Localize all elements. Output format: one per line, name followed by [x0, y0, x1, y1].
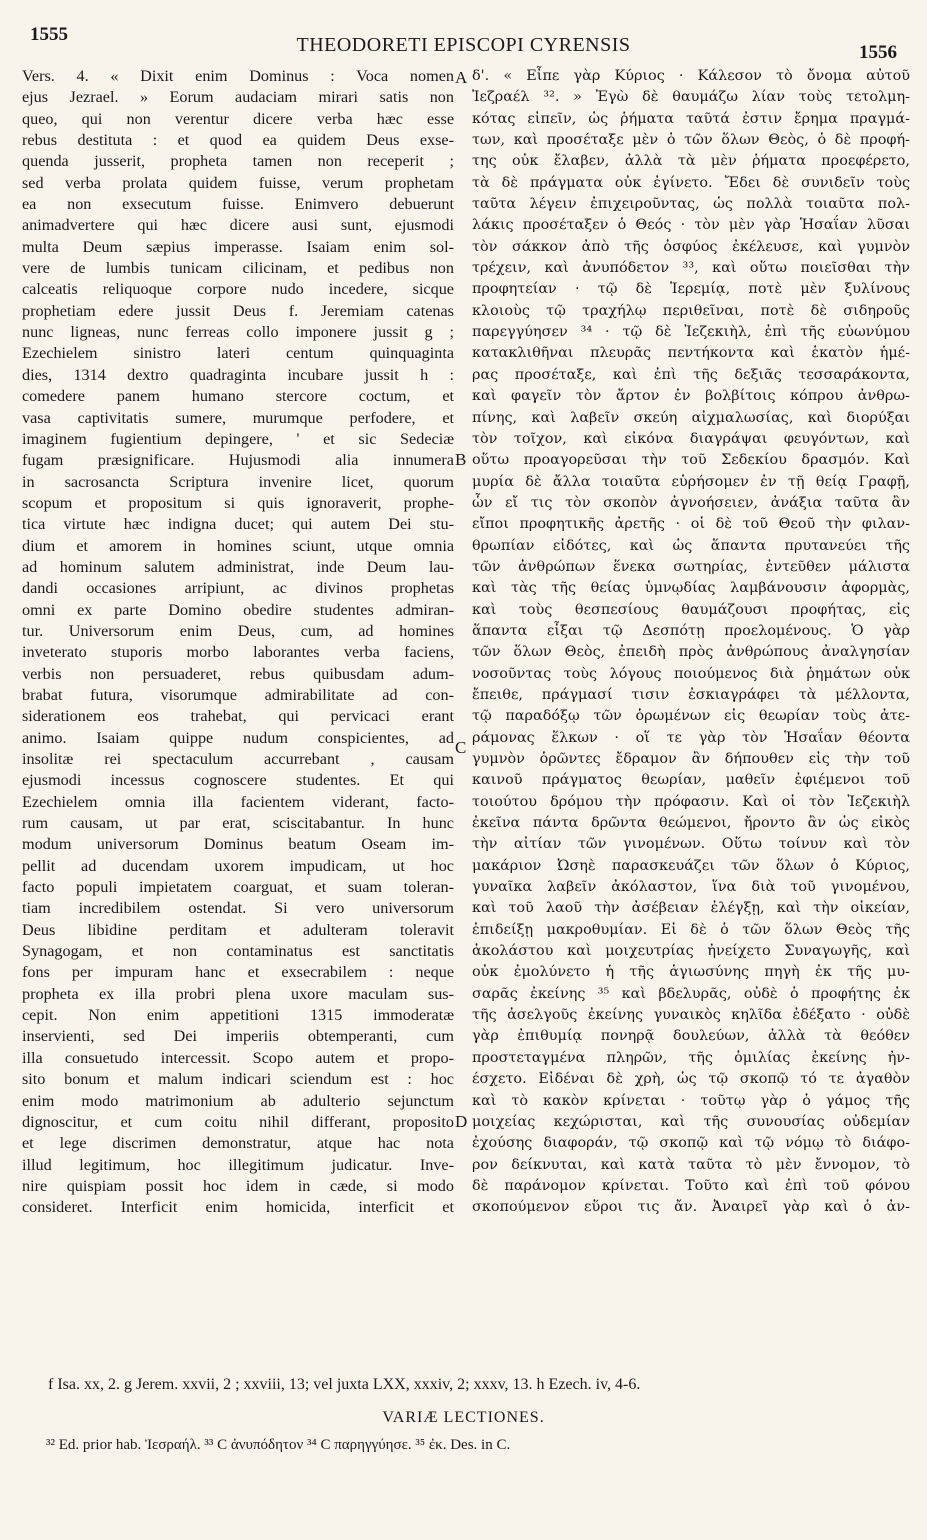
page-number-left: 1555	[30, 24, 68, 45]
latin-text-line: imaginem fugientium depingere, ' et sic Sedeciæ	[22, 429, 454, 448]
greek-text-line: ὧν εἴ τις τὸν σκοπὸν ἀγνοήσειεν, ἀνάξια ταῦτα ἂν	[472, 494, 910, 511]
greek-text-line: σκοπούμενον εὕροι τις ἄν. Ἀναιρεῖ γὰρ καὶ ὁ ἀν-	[472, 1199, 910, 1216]
greek-text-line: γυναῖκα λαβεῖν ἀκόλαστον, ἵνα διὰ τοῦ γινομένου,	[472, 879, 910, 896]
latin-text-line: nire quispiam possit hoc idem in cæde, si modo	[22, 1176, 454, 1195]
latin-text-line: fons per impuram hanc et exsecrabilem : neque	[22, 963, 454, 982]
latin-text-line: nunc ligneas, nunc ferreas collo imponere jussit g ;	[22, 323, 454, 342]
greek-text-line: ἔπειθε, πράγμασί τισιν ἐσκιαγράφει τὰ μέλλοντα,	[472, 686, 910, 703]
latin-text-line: dandi occasiones arripiunt, ac divinos prophetas	[22, 579, 454, 598]
latin-text-line: propheta ex illa probri plena uxore maculam sus-	[22, 984, 454, 1003]
greek-text-line: θρωπίαν εἰδότες, καὶ ὡς ἅπαντα πρυτανεύει τῆς	[472, 537, 910, 554]
latin-text-line: facto populi impietatem coarguat, et suam toleran-	[22, 878, 454, 897]
latin-text-line: animo. Isaiam quippe nudum conspicientes, ad	[22, 728, 454, 747]
latin-text-line: Deus libidine perditam et adulteram toleravit	[22, 920, 454, 939]
margin-marker-c: C	[455, 738, 467, 757]
latin-text-line: illa consuetudo intercessit. Scopo autem et propo-	[22, 1048, 454, 1067]
greek-text-line: μυρία δὲ ἄλλα τοιαῦτα εὑρήσομεν ἐν τῇ θείᾳ Γραφῇ,	[472, 473, 910, 490]
latin-text-line: Ezechielem sinistro lateri centum quinquaginta	[22, 344, 454, 363]
greek-text-line: καὶ τὸ κακὸν κρίνεται · τοῦτῳ γὰρ ὁ γάμος τῆς	[472, 1092, 910, 1109]
greek-text-line: ἐκεῖνα πάντα δρῶντα θεώμενοι, ἤροντο ἂν ὡς εἰκὸς	[472, 815, 910, 832]
greek-text-line: κατακλιθῆναι πλευρᾶς πεντήκοντα καὶ ἑκατὸν ἡμέ-	[472, 345, 910, 362]
latin-text-line: ejus Jezrael. » Eorum audaciam mirari satis non	[22, 88, 454, 107]
latin-text-line: ejusmodi incessus cognoscere studentes. Et qui	[22, 771, 454, 790]
greek-text-line: τὸν τοῖχον, καὶ εἰκόνα διαγράψαι φευγόντων, καὶ	[472, 430, 910, 447]
margin-marker-b: B	[455, 450, 467, 469]
latin-text-line: tica virtute hæc indigna ducet; qui autem Dei stu-	[22, 515, 454, 534]
latin-text-line: modum universorum Dominus beatum Oseam im-	[22, 835, 454, 854]
greek-text-line: καινοῦ πράγματος θεωρίαν, μαθεῖν ἐφιέμενοι τοῦ	[472, 772, 910, 789]
running-title: THEODORETI EPISCOPI CYRENSIS	[296, 34, 631, 56]
latin-text-line: prophetiam edere jussit Deus f. Jeremiam catenas	[22, 301, 454, 320]
greek-text-line: προστεταγμένα πληρῶν, τῆς ὁμιλίας ἐκείνης ἠν-	[472, 1049, 910, 1066]
greek-text-line: κλοιοὺς τῷ τραχήλῳ περιθεῖναι, ποτὲ δὲ σιδηροῦς	[472, 302, 910, 319]
latin-text-line: scopum et propositum si quis ignoraverit, prophe-	[22, 493, 454, 512]
greek-text-line: ἀκολάστου καὶ μοιχευτρίας ἠνείχετο Συναγωγῆς, καὶ	[472, 943, 910, 960]
latin-text-line: Ezechielem omnia illa facientem viderant, facto-	[22, 792, 454, 811]
greek-text-line: τρέχειν, καὶ ἀνυπόδετον ³³, καὶ οὕτω ποιεῖσθαι τὴν	[472, 260, 910, 277]
greek-text-line: καὶ τὰς τῆς θείας ὑμνῳδίας λαμβάνουσιν ἀφορμὰς,	[472, 580, 910, 597]
latin-text-line: fugam præsignificare. Hujusmodi alia innumera	[22, 451, 454, 470]
greek-text-line: παρεγγύησεν ³⁴ · τῷ δὲ Ἰεζεκιὴλ, ἐπὶ τῆς εὐωνύμου	[472, 324, 910, 341]
greek-text-line: ἐπιδείξῃ μακροθυμίαν. Εἰ δὲ ὁ τῶν ὅλων Θεὸς τῆς	[472, 921, 910, 938]
greek-text-line: δ'. « Εἶπε γὰρ Κύριος · Κάλεσον τὸ ὄνομα αὐτοῦ	[472, 68, 910, 84]
greek-text-line: καὶ τοὺς θεσπεσίους θαυμάζουσι προφήτας, εἰς	[472, 601, 910, 618]
greek-text-line: πίνης, καὶ λαβεῖν σκεύη αἰχμαλωσίας, καὶ διορύξαι	[472, 409, 910, 426]
latin-text-line: insolitæ rei spectaculum accurrebant , causam	[22, 750, 454, 768]
variae-lectiones-title: VARIÆ LECTIONES.	[382, 1409, 545, 1426]
footnotes: f Isa. xx, 2. g Jerem. xxvii, 2 ; xxviii, 13; vel juxta LXX, xxxiv, 2; xxxv, 13. h Ezech. iv, 4-6.	[48, 1376, 641, 1393]
greek-text-line: ρας προσέταξε, καὶ ἐπὶ τῆς δεξιᾶς τεσσαράκοντα,	[472, 366, 910, 383]
latin-column	[22, 66, 454, 1219]
greek-text-line: τὸν σάκκον ἀπὸ τῆς ὀσφύος ἐκέλευσε, καὶ γυμνὸν	[472, 238, 910, 255]
latin-text-line: tur. Universorum enim Deus, cum, ad homines	[22, 621, 454, 640]
margin-marker-a: A	[455, 68, 468, 87]
latin-text-line: illud legitimum, hoc illegitimum judicatur. Inve-	[22, 1155, 454, 1174]
latin-text-line: vere de lumbis tunicam cilicinam, et pedibus non	[22, 259, 454, 278]
greek-text-line: τῷ παραδόξῳ τῶν ὁρωμένων εἰς θεωρίαν τοὺς ἀτε-	[472, 708, 910, 725]
latin-text-line: dignoscitur, et cum coitu nihil differant, proposito	[22, 1112, 454, 1131]
greek-text-line: Ἰεζραέλ ³². » Ἐγὼ δὲ θαυμάζω λίαν τοὺς τετολμη-	[472, 89, 910, 106]
greek-column	[472, 66, 910, 1219]
greek-text-line: μοιχείας κεχώρισται, καὶ τῆς συνουσίας οὐδεμίαν	[472, 1113, 910, 1130]
greek-text-line: νοσοῦντας τοὺς λόγους ποιούμενος διὰ ῥημάτων οὐκ	[472, 665, 910, 682]
greek-text-line: ἐχούσης διαφοράν, τῷ σκοπῷ καὶ τῷ νόμῳ τὸ διάφο-	[472, 1135, 910, 1152]
greek-text-line: τὰ δὲ πράγματα οὐκ ἐγίνετο. Ἔδει δὲ συνιδεῖν τοὺς	[472, 174, 910, 191]
greek-text-line: των, καὶ προσέταξε μὲν ὁ τῶν ὅλων Θεὸς, ὁ δὲ προφή-	[472, 132, 910, 149]
latin-text-line: brabat futura, visorumque admirabilitate ad con-	[22, 685, 454, 704]
greek-text-line: τὴν αἰτίαν τῶν γινομένων. Οὕτω τοίνυν καὶ τὸν	[472, 836, 910, 853]
greek-text-line: τῶν ὅλων Θεὸς, ἐπειδὴ πρὸς ἀνθρώπους ἀναλγησίαν	[472, 644, 910, 661]
latin-text-line: rum causam, ut par erat, sciscitabantur. In hunc	[22, 814, 454, 833]
greek-text-line: ράμονας ἕλκων · οἵ τε γὰρ τὸν Ἡσαΐαν θέοντα	[472, 729, 910, 746]
greek-text-line: γὰρ ἐπιθυμίᾳ πονηρᾷ δουλεύων, ἀλλὰ τὰ θεόθεν	[472, 1028, 910, 1045]
margin-marker-d: D	[455, 1112, 468, 1131]
greek-text-line: λάκις προσέταξεν ὁ Θεός · τὸν μὲν γὰρ Ἡσαΐαν λῦσαι	[472, 217, 910, 234]
greek-text-line: προφητείαν · τῷ δὲ Ἱερεμίᾳ, ποτὲ μὲν ξυλίνους	[472, 281, 910, 298]
latin-text-line: comedere panem humano stercore coctum, et	[22, 387, 454, 406]
latin-text-line: dies, 1314 dextro quadraginta incubare jussit h :	[22, 365, 454, 384]
latin-text-line: consideret. Interficit enim homicida, interficit et	[22, 1198, 454, 1217]
page-header	[30, 22, 897, 62]
latin-text-line: et lege discrimen demonstratur, atque hac nota	[22, 1134, 454, 1153]
greek-text-line: κότας εἰπεῖν, ὡς ῥήματα ταῦτά ἐστιν ἔρημα πραγμά-	[472, 110, 910, 127]
latin-text-line: queo, qui non verentur dicere verba hæc esse	[22, 109, 454, 128]
latin-text-line: animadvertere qui hæc dicere ausi sunt, ejusmodi	[22, 216, 454, 235]
greek-text-line: δὲ παράνομον κρίνεται. Τοῦτο καὶ ἐπὶ τοῦ φόνου	[472, 1177, 910, 1194]
greek-text-line: ταῦτα λέγειν ἐπιχειροῦντας, ὡς πολλὰ τοιαῦτα πολ-	[472, 196, 910, 213]
latin-text-line: siderationem eos trahebat, qui pervicaci erant	[22, 707, 454, 726]
latin-text-line: omni ex parte Domino obedire studentes admiran-	[22, 600, 454, 619]
greek-text-line: γυμνὸν ὁρῶντες ἔδραμον ἂν δήπουθεν εἰς τὴν τοῦ	[472, 751, 910, 767]
greek-text-line: ρον δείκνυται, καὶ κατὰ ταῦτα τὸ μὲν ἔννομον, τὸ	[472, 1156, 910, 1173]
latin-text-line: enim modo matrimonium ab adulterio sejunctum	[22, 1091, 454, 1110]
greek-text-line: εἴποι προφητικῆς ἀρετῆς · οἱ δὲ τοῦ Θεοῦ τὴν φιλαν-	[472, 516, 910, 533]
greek-text-line: οὐκ ἐμολύνετο ἡ τῆς ἁγιωσύνης πηγὴ ἐκ τῆς μυ-	[472, 964, 910, 981]
greek-text-line: οὕτω προαγορεῦσαι τὴν τοῦ Σεδεκίου δρασμόν. Καὶ	[472, 452, 910, 469]
latin-text-line: vasa captivitatis sumere, murumque perfodere, et	[22, 408, 454, 427]
latin-text-line: dium et amorem in homines sciunt, utque omnia	[22, 536, 454, 555]
latin-text-line: cepit. Non enim appetitioni 1315 immoderatæ	[22, 1006, 454, 1025]
latin-text-line: Vers. 4. « Dixit enim Dominus : Voca nomen	[22, 67, 454, 85]
latin-text-line: inveterato stuporis morbo laborantes verba faciens,	[22, 643, 454, 662]
greek-text-line: τῆς ἀσελγοῦς ἐκείνης γυναικὸς κηλῖδα ἐδέξατο · οὐδὲ	[472, 1007, 910, 1024]
latin-text-line: ea non exsecutum fuisse. Enimvero debuerunt	[22, 195, 454, 214]
latin-text-line: inservienti, sed Dei imperiis obtemperanti, cum	[22, 1027, 454, 1046]
latin-text-line: tiam incredibilem ostendat. Si vero universorum	[22, 899, 454, 918]
latin-text-line: sito bonum et malum indicari sciendum est : hoc	[22, 1070, 454, 1089]
latin-text-line: multa Deum sæpius imperasse. Isaiam enim sol-	[22, 237, 454, 256]
variae-lectiones: ³² Ed. prior hab. Ἰεσραήλ. ³³ C ἀνυπόδητον ³⁴ C παρηγγύησε. ³⁵ ἐκ. Des. in C.	[46, 1437, 511, 1453]
greek-text-line: καὶ τοῦ λαοῦ τὴν ἀσέβειαν ἐλέγξῃ, καὶ τὴν οἰκείαν,	[472, 900, 910, 917]
greek-text-line: ἅπαντα εἶξαι τῷ Δεσπότῃ προελομένους. Ὁ γὰρ	[472, 622, 910, 639]
greek-text-line: σαρᾶς ἐκείνης ³⁵ καὶ βδελυρᾶς, οὐδὲ ὁ προφήτης ἐκ	[472, 985, 910, 1002]
latin-text-line: ad hominum salutem administrat, inde Deum lau-	[22, 557, 454, 576]
latin-text-line: in sacrosancta Scriptura invenire licet, quorum	[22, 472, 454, 491]
latin-text-line: sed verba prolata quidem fuisse, verum prophetam	[22, 173, 454, 192]
page-number-right: 1556	[859, 42, 897, 63]
greek-text-line: τῶν ἀνθρώπων ἕνεκα σωτηρίας, ἐντεῦθεν μάλιστα	[472, 558, 910, 575]
latin-text-line: pellit ad ducendam uxorem impudicam, ut hoc	[22, 856, 454, 875]
latin-text-line: quenda jusserit, propheta tamen non receperit ;	[22, 152, 454, 171]
greek-text-line: έσχετο. Εἰδέναι δὲ χρὴ, ὡς τῷ σκοπῷ τό τε ἀγαθὸν	[472, 1071, 910, 1088]
greek-text-line: τοιούτου δρόμου τὴν πρόφασιν. Καὶ οἱ τὸν Ἰεζεκιὴλ	[472, 793, 910, 810]
latin-text-line: verbis non persuaderet, rebus quibusdam adum-	[22, 664, 454, 683]
latin-text-line: calceatis reliquoque corpore nudo incedere, sicque	[22, 280, 454, 299]
greek-text-line: μακάριον Ὠσηὲ παρασκευάζει τῶν ὅλων ὁ Κύριος,	[472, 857, 910, 874]
latin-text-line: rebus destituta : et quod ea quidem Deus exse-	[22, 131, 454, 150]
greek-text-line: καὶ φαγεῖν τὸν ἄρτον ἐν βολβίτοις κόπρου ἀνθρω-	[472, 388, 910, 405]
latin-text-line: Synagogam, et non contaminatus est sanctitatis	[22, 942, 454, 961]
greek-text-line: της οὐκ ἔλαβεν, ἀλλὰ τὰ μὲν ῥήματα προεφέρετο,	[472, 153, 910, 170]
